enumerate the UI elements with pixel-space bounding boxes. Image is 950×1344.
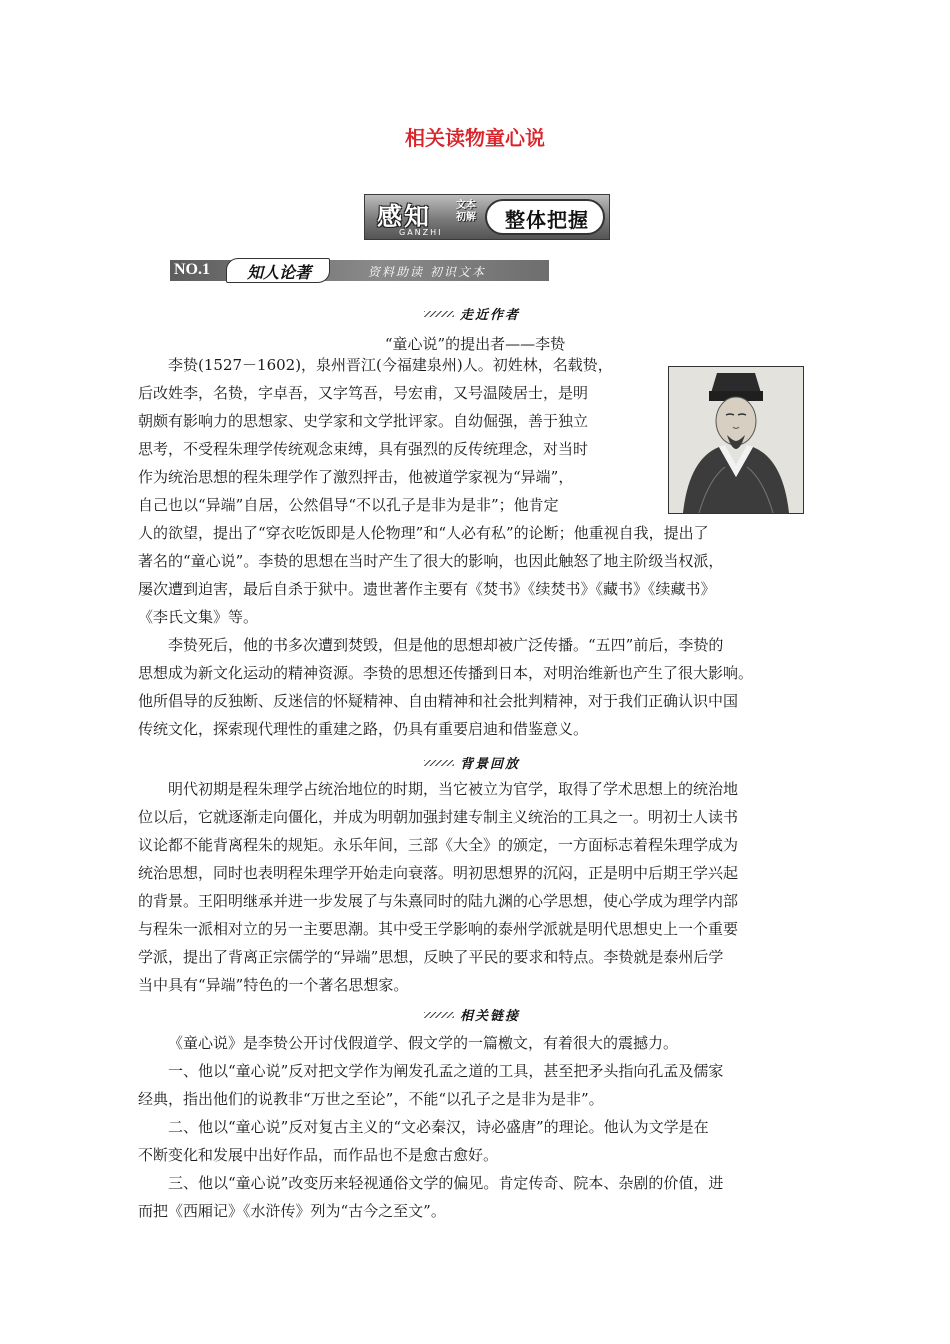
- banner-main-text: 感知: [377, 202, 432, 231]
- paragraph-line: 明代初期是程朱理学占统治地位的时期，当它被立为官学，取得了学术思想上的统治地: [168, 780, 739, 798]
- paragraph-line: 屡次遭到迫害，最后自杀于狱中。遗世著作主要有《焚书》《续焚书》《藏书》《续藏书》: [138, 580, 716, 598]
- paragraph-line: 位以后，它就逐渐走向僵化，并成为明朝加强封建专制主义统治的工具之一。明初士人读书: [138, 808, 739, 826]
- page-title: 相关读物童心说: [405, 126, 545, 150]
- section-label-text: 相关链接: [459, 1009, 520, 1024]
- paragraph-line: 而把《西厢记》《水浒传》列为“古今之至文”。: [138, 1202, 446, 1220]
- paragraph-line: 著名的“童心说”。李贽的思想在当时产生了很大的影响，也因此触怒了地主阶级当权派，: [138, 552, 724, 570]
- hatch-decoration: [424, 760, 454, 766]
- section-label-author: [0, 303, 950, 323]
- paragraph-line: 李贽死后，他的书多次遭到焚毁，但是他的思想却被广泛传播。“五四”前后，李贽的: [168, 636, 724, 654]
- paragraph-line: 不断变化和发展中出好作品，而作品也不是愈古愈好。: [138, 1146, 499, 1164]
- paragraph-line: 思考，不受程朱理学传统观念束缚，具有强烈的反传统理念，对当时: [138, 440, 589, 458]
- section-number: NO.1: [174, 261, 210, 278]
- section-subtitle: 资料助读 初识文本: [368, 265, 486, 279]
- banner-small-line: 文本: [456, 200, 476, 211]
- paragraph-line: 思想成为新文化运动的精神资源。李贽的思想还传播到日本，对明治维新也产生了很大影响。: [138, 664, 754, 682]
- portrait-image: [668, 366, 804, 514]
- paragraph-line: 李贽(1527－1602)，泉州晋江(今福建泉州)人。初姓林，名载贽，: [168, 356, 613, 374]
- section-number-bar: [170, 260, 549, 281]
- banner-pill: [485, 199, 605, 235]
- paragraph-line: 朝颇有影响力的思想家、史学家和文学批评家。自幼倔强，善于独立: [138, 412, 589, 430]
- banner-pill-text: 整体把握: [505, 208, 589, 232]
- paragraph-line: 当中具有“异端”特色的一个著名思想家。: [138, 976, 409, 994]
- paragraph-line: 的背景。王阳明继承并进一步发展了与朱熹同时的陆九渊的心学思想，使心学成为理学内部: [138, 892, 739, 910]
- paragraph-line: 一、他以“童心说”反对把文学作为阐发孔孟之道的工具，甚至把矛头指向孔孟及儒家: [168, 1062, 724, 1080]
- paragraph-line: 三、他以“童心说”改变历来轻视通俗文学的偏见。肯定传奇、院本、杂剧的价值，进: [168, 1174, 724, 1192]
- paragraph-line: 作为统治思想的程朱理学作了激烈抨击，他被道学家视为“异端”，: [138, 468, 574, 486]
- paragraph-line: 人的欲望，提出了“穿衣吃饭即是人伦物理”和“人必有私”的论断；他重视自我，提出了: [138, 524, 709, 542]
- author-heading: “童心说”的提出者——李贽: [384, 335, 566, 353]
- paragraph-line: 二、他以“童心说”反对复古主义的“文必秦汉，诗必盛唐”的理论。他认为文学是在: [168, 1118, 709, 1136]
- section-banner: [364, 194, 610, 240]
- banner-small-stack: [451, 200, 481, 224]
- paragraph-line: 《童心说》是李贽公开讨伐假道学、假文学的一篇檄文，有着很大的震撼力。: [168, 1034, 679, 1052]
- paragraph-line: 学派，提出了背离正宗儒学的“异端”思想，反映了平民的要求和特点。李贽就是泰州后学: [138, 948, 724, 966]
- section-label-text: 走近作者: [459, 308, 520, 323]
- paragraph-line: 传统文化，探索现代理性的重建之路，仍具有重要启迪和借鉴意义。: [138, 720, 589, 738]
- section-label-links: [0, 1004, 950, 1024]
- section-tab-text: 知人论著: [246, 263, 311, 282]
- banner-small-line: 初解: [456, 212, 476, 223]
- paragraph-line: 自己也以“异端”自居，公然倡导“不以孔子是非为是非”；他肯定: [138, 496, 559, 514]
- hatch-decoration: [424, 311, 454, 317]
- paragraph-line: 《李氏文集》等。: [138, 608, 259, 626]
- section-label-background: [0, 752, 950, 772]
- paragraph-line: 与程朱一派相对立的另一主要思潮。其中受王学影响的泰州学派就是明代思想史上一个重要: [138, 920, 739, 938]
- paragraph-line: 议论都不能背离程朱的规矩。永乐年间，三部《大全》的颁定，一方面标志着程朱理学成为: [138, 836, 739, 854]
- banner-pinyin: GANZHI: [399, 228, 443, 237]
- portrait-figure-icon: [669, 367, 803, 513]
- paragraph-line: 经典，指出他们的说教非“万世之至论”，不能“以孔子之是非为是非”。: [138, 1090, 604, 1108]
- section-tab: [226, 258, 330, 283]
- hatch-decoration: [424, 1012, 454, 1018]
- paragraph-line: 他所倡导的反独断、反迷信的怀疑精神、自由精神和社会批判精神，对于我们正确认识中国: [138, 692, 739, 710]
- section-label-text: 背景回放: [459, 757, 520, 772]
- paragraph-line: 后改姓李，名贽，字卓吾，又字笃吾，号宏甫，又号温陵居士，是明: [138, 384, 589, 402]
- paragraph-line: 统治思想，同时也表明程朱理学开始走向衰落。明初思想界的沉闷，正是明中后期王学兴起: [138, 864, 739, 882]
